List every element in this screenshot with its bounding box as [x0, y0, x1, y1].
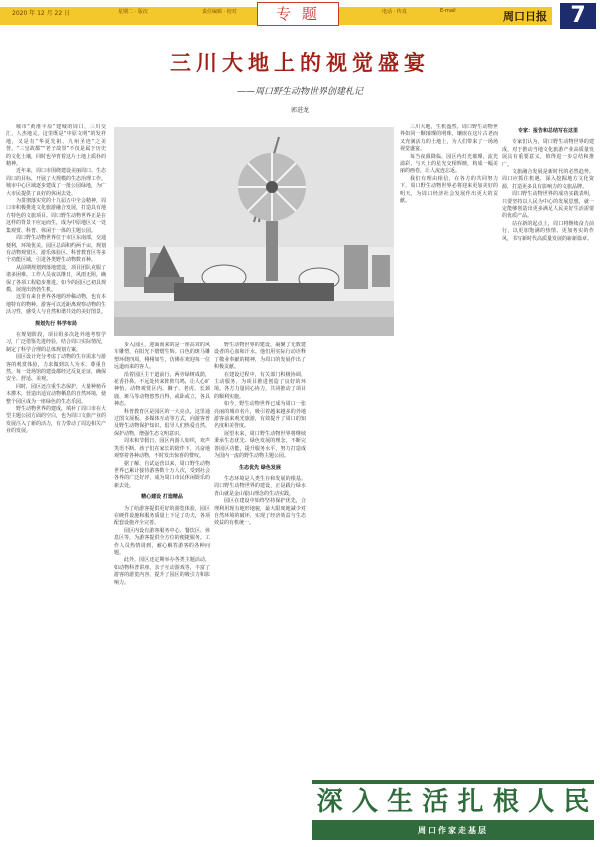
paragraph: 在规划阶段，项目组多次赴外地考察学习，广泛借鉴先进经验，结合周口实际情况，制定了科学合理的总体规划方案。 [6, 331, 106, 353]
paragraph: 园区在建设中始终坚持保护优先，合理利用现有地形地貌，最大限度地减少对自然环境的破坏，实现了经济效益与生态效益的有机统一。 [214, 498, 306, 527]
header-meta-2: 责任编辑 · 校对 [202, 9, 237, 15]
banner-char: 入 [347, 784, 382, 820]
banner-char: 民 [559, 784, 594, 820]
article-author: 郭进龙 [290, 107, 309, 114]
section-subheading: 规划先行 科学布局 [35, 320, 77, 327]
paragraph: 周口野生动物世界位于市区东南部，交通便利，环境优美。园区总面积约两千亩，规划有动物观赏区、游乐体验区、科普教育区等多个功能区域，引进各类野生动物数百种。 [6, 235, 106, 264]
article-subtitle: ——周口野生动物世界创建札记 [236, 87, 363, 97]
page-number: 7 [560, 3, 596, 29]
paragraph: 周末和节假日，园区内游人如织，欢声笑语不断。孩子们在家长的陪伴下，兴奋地观察着各种动物，不时发出惊喜的赞叹。 [114, 438, 210, 460]
issue-date: 2020 年 12 月 22 日 [12, 10, 71, 17]
paragraph: 据了解，自试运营以来，周口野生动物世界已累计接待游客数十万人次，受到社会各界的广泛好评，成为周口市民休闲娱乐的新去处。 [114, 460, 210, 489]
header-meta-3: 电话 · 传真 [382, 9, 407, 15]
paragraph: 三川大地，生机盎然。周口野生动物世界如同一颗璀璨的明珠，镶嵌在这片古老而又充满活力的土地上，为人们带来了一场场视觉盛宴。 [400, 124, 498, 153]
newspaper-logo: 周口日报 [503, 10, 547, 23]
paragraph: 为了给游客提供更好的游览体验，园区在硬件设施和服务质量上下足了功夫，各项配套设施齐全完善。 [114, 505, 210, 527]
text-column-5 [502, 124, 594, 774]
paragraph: 近年来，周口市围绕建设美丽周口、生态周口的目标，开展了大规模的生态治理工作。城市中心区域逐步建成了一批公园绿地，为广大市民提供了良好的休闲去处。 [6, 168, 106, 197]
banner-title [312, 784, 594, 820]
paragraph: 展望未来，周口野生动物世界将继续秉承生态优先、绿色发展的理念，不断完善园区功能，提升服务水平，努力打造成为国内一流的野生动物主题公园。 [214, 430, 306, 460]
paragraph: 专家们认为，周口野生动物世界的建成，对于推动当地文化旅游产业高质量发展具有重要意义，值得进一步总结和推广。 [502, 139, 594, 168]
paragraph: 科普教育区是园区的一大亮点。这里通过图文展板、多媒体互动等方式，向游客普及野生动物保护知识，倡导人们热爱自然、保护动物，增强生态文明意识。 [114, 408, 210, 437]
banner-char: 扎 [453, 784, 488, 820]
paragraph: 每当夜幕降临，园区内灯光璀璨，流光溢彩，与天上的星光交相辉映，构成一幅美丽的画卷，让人流连忘返。 [400, 153, 498, 175]
paragraph: 从前期规划到落地建设，项目团队克服了诸多困难。工作人员夜以继日，风雨无阻，确保了各项工程稳步推进。如今的园区已初具规模，展现出勃勃生机。 [6, 264, 106, 293]
section-subheading: 生态优先 绿色发展 [239, 464, 281, 471]
paragraph: 生态环境是人类生存和发展的根基。周口野生动物世界的建设，正是践行绿水青山就是金山银山理念的生动实践。 [214, 475, 306, 497]
banner-char: 人 [524, 784, 559, 820]
page-header [0, 0, 600, 30]
paragraph: 为贯彻落实党的十九届五中全会精神，周口市积极推进文化旅游融合发展，打造具有地方特色的文旅项目。周口野生动物世界正是在这样的背景下应运而生，成为中原地区又一处集观赏、科普、休闲于一体的主题公园。 [6, 198, 106, 234]
column-banner [312, 780, 594, 840]
paragraph: 我们有理由相信，在各方的共同努力下，周口野生动物世界必将迎来更加美好的明天，为周口经济社会发展作出更大的贡献。 [400, 175, 498, 205]
section-label: 专 题 [257, 2, 339, 26]
paragraph: 这里有来自世界各地的珍稀动物，也有本地特有的物种。游客可以近距离观察动物的生活习性，感受人与自然和谐共处的美好图景。 [6, 294, 106, 316]
paragraph: 站在新的起点上，周口将继续奋力前行，以更加饱满的热情、更加务实的作风，书写新时代高质量发展的崭新篇章。 [502, 220, 594, 242]
paragraph: 园区设计充分考虑了动物的生存需求与游客的观赏体验，力求做到以人为本、尊重自然。每一处场馆的建设都经过反复论证，确保安全、舒适、美观。 [6, 354, 106, 383]
section-subheading: 专家：报告和总结写在这里 [517, 128, 578, 134]
article-title: 三川大地上的视觉盛宴 [170, 50, 430, 75]
header-meta-4: E-mail [440, 8, 456, 14]
paragraph: 野生动物世界的建成，填补了周口市在大型主题公园方面的空白，也为周口文旅产业的发展注入了新的活力，有力带动了周边相关产业的发展。 [6, 406, 106, 435]
text-column-3 [214, 342, 306, 842]
section-subheading: 精心建设 打造精品 [141, 494, 183, 501]
header-meta-1: 星期二 · 版次 [118, 9, 148, 15]
text-column-1 [6, 124, 106, 842]
text-column-4 [400, 124, 498, 774]
paragraph: 城市“黄淮平原”建城的周口，三川交汇，人杰地灵。这里既是“中原文明”的发祥地，又是有“华夏先祖、九州圣迹”之美誉。“三皇故都”“老子故里”不仅是属于历史的文化土壤，同时也孕育着这片土地上质朴的精神。 [6, 124, 106, 168]
paragraph: 步入园区，迎面而来的是一座高耸的风车雕塑，在阳光下熠熠生辉。白色的斑马雕塑环绕四周，栩栩如生，仿佛在欢迎每一位远道而来的客人。 [114, 342, 210, 371]
paragraph: 在建设过程中，有关部门积极协调，主动服务，为项目推进创造了良好的环境。各方力量同心协力，共同推动了项目的顺利实施。 [214, 371, 306, 400]
banner-char: 活 [418, 784, 453, 820]
paragraph: 周口野生动物世界的成功实践表明，只要坚持以人民为中心的发展思想，就一定能够创造出更多满足人民美好生活需要的优质产品。 [502, 191, 594, 220]
banner-char: 深 [312, 784, 347, 820]
paragraph: 此外，园区还定期举办各类主题活动，如动物科普讲座、亲子互动游戏等，丰富了游客的游览内容，提升了园区的吸引力和影响力。 [114, 557, 210, 586]
article-photo [114, 127, 394, 336]
paragraph: 同时，园区还注重生态保护，大量种植乔木灌木，营造出适宜动物栖息的自然环境，使整个园区成为一座绿色的生态乐园。 [6, 383, 106, 405]
paragraph: 园区内设有游客服务中心、餐饮区、休息区等，为游客提供全方位的便捷服务。工作人员热情周到，耐心解答游客的各种问题。 [114, 527, 210, 556]
wildlife-park-photo [114, 127, 394, 336]
banner-subtitle: 周口作家走基层 [418, 826, 488, 835]
banner-char: 根 [488, 784, 523, 820]
text-column-2 [114, 342, 210, 842]
paragraph: 野生动物世界的建设，凝聚了无数建设者的心血和汗水。他们用实际行动诠释了敬业奉献的精神，为周口的发展作出了积极贡献。 [214, 342, 306, 371]
paragraph: 沿着园区主干道前行，两旁绿树成荫，花香扑鼻。不远处传来阵阵鸟鸣，让人心旷神怡。动物观赏区内，狮子、老虎、长颈鹿、斑马等动物悠然自得，或卧或立，各具神态。 [114, 371, 210, 408]
paragraph: 文旅融合发展是新时代的必然趋势。周口应抓住机遇，深入挖掘地方文化资源，打造更多具有影响力的文旅品牌。 [502, 169, 594, 190]
banner-char: 生 [383, 784, 418, 820]
paragraph: 如今，野生动物世界已成为周口一张亮丽的城市名片，吸引着越来越多的外地游客前来观光旅游，有效提升了周口的知名度和美誉度。 [214, 401, 306, 430]
